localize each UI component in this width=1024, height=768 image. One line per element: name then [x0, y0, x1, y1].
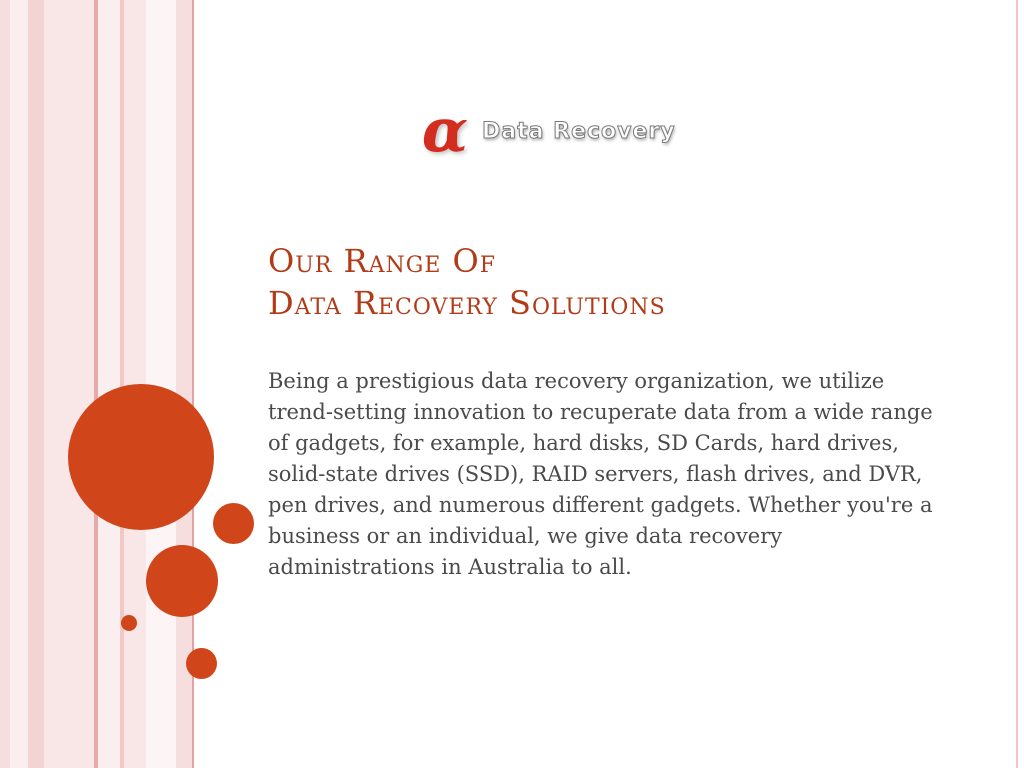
right-border-line	[1016, 0, 1018, 768]
decorative-stripe	[98, 0, 120, 768]
decorative-circle-small	[213, 503, 254, 544]
decorative-stripe	[44, 0, 94, 768]
decorative-circle-tiny	[121, 615, 137, 631]
body-paragraph: Being a prestigious data recovery organization, we utilize trend-setting innovation to recuperate data from a wide range of gadgets, for example, hard disks, SD Cards, hard drives, solid-state drives (SSD), RAID servers, flash drives, and DVR, pen drives, and numerous different gadgets. Whether you're a business or an individual, we give data recovery administrations in Australia to all.	[268, 369, 933, 579]
decorative-stripe	[28, 0, 44, 768]
decorative-stripe	[10, 0, 28, 768]
decorative-circle-medium	[146, 545, 218, 617]
decorative-circle-small	[186, 648, 217, 679]
alpha-logo-icon: α	[421, 96, 469, 166]
company-logo	[410, 96, 722, 166]
logo-text: Data Recovery	[482, 118, 676, 144]
slide-title-line-1: Our Range Of	[268, 242, 497, 280]
decorative-stripe	[0, 0, 10, 768]
slide-title-line-2: Data Recovery Solutions	[268, 284, 666, 322]
slide-title	[268, 240, 988, 324]
decorative-circle-large	[68, 384, 214, 530]
